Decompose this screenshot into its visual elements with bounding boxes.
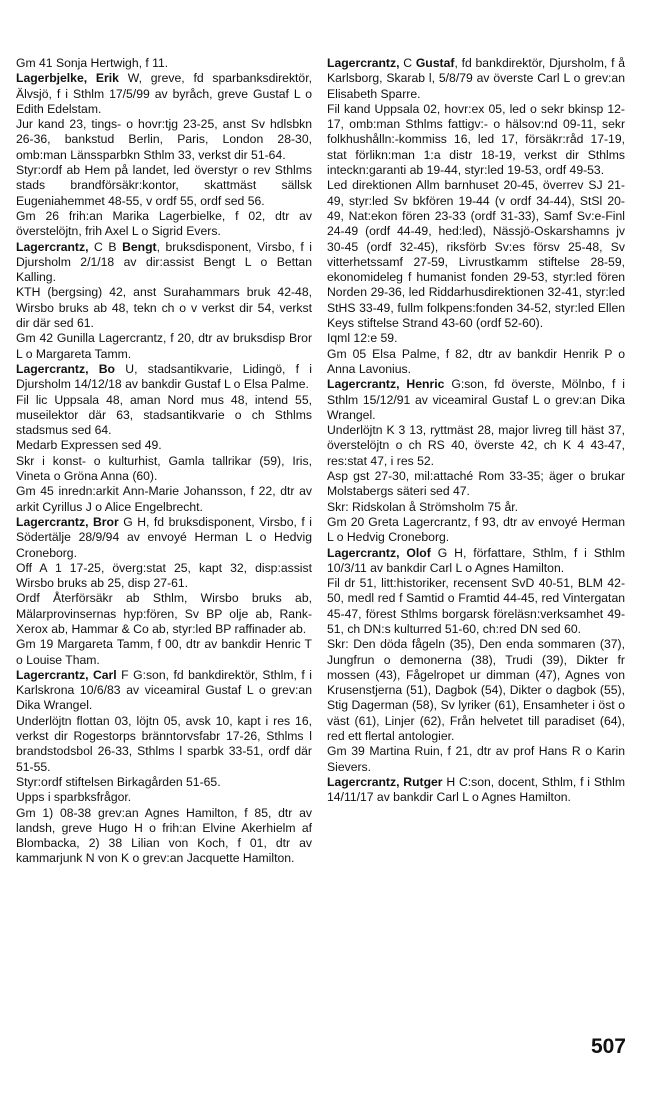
entry-line <box>16 71 312 117</box>
entry-line: Underlöjtn K 3 13, ryttmäst 28, major livreg till häst 37, överstelöjtn o ch RS 40, överste 42, ch K 4 43-47, res:stat 47, i res 52. <box>327 423 625 468</box>
entry-text: W, greve, fd sparbanksdirektör, Älvsjö, f i Sthlm 17/5/99 av byråch, greve Gustaf L o Edith Edelstam. <box>16 71 312 116</box>
entry-line: Styr:ordf stiftelsen Birkagården 51-65. <box>16 774 221 789</box>
entry-headword: Lagerbjelke, Erik <box>16 71 119 86</box>
entry-line <box>327 377 625 423</box>
entry-line: Gm 39 Martina Ruin, f 21, dtr av prof Hans R o Karin Sievers. <box>327 744 625 774</box>
entry-lagercrantz-rutger <box>327 775 625 806</box>
entry-text: G:son, fd överste, Mölnbo, f i Sthlm 15/12/91 av viceamiral Gustaf L o grev:an Dika Wrangel. <box>327 377 626 422</box>
entry-headword: Lagercrantz, Bo <box>16 361 115 376</box>
entry-text: U, stadsantikvarie, Lidingö, f i Djursholm 14/12/18 av bankdir Gustaf L o Elsa Palme. <box>16 361 312 392</box>
entry-text: F G:son, fd bankdirektör, Sthlm, f i Karlskrona 10/6/83 av viceamiral Gustaf L o grev:an Dika Wrangel. <box>16 667 312 713</box>
entry-line: Gm 19 Margareta Tamm, f 00, dtr av bankdir Henric T o Louise Tham. <box>16 637 312 667</box>
entry-headword: Lagercrantz, Henric <box>327 377 445 392</box>
entry-headword: Lagercrantz, <box>327 56 400 70</box>
entry-lagercrantz-gustaf <box>327 56 625 377</box>
entry-line <box>327 546 625 577</box>
entry-line: Iqml 12:e 59. <box>327 331 398 346</box>
right-column <box>327 56 625 806</box>
entry-line: Gm 1) 08-38 grev:an Agnes Hamilton, f 85, dtr av landsh, greve Hugo H o frih:an Elvine Akerhielm af Blombacka, 2) 38 Lilian von Koch, f 01, dtr av kammarjunk N von K o grev:an Jacquette Hamilton. <box>16 805 312 866</box>
entry-line: Fil kand Uppsala 02, hovr:ex 05, led o sekr bkinsp 12-17, omb:man Sthlms fattigv:- o hälsov:nd 09-11, sekr folkhushålln:-kommiss 16, led 17, försäkr:råd 17-19, stat förlikn:man 1:a distr 18-19, verkst dir Sthlms inteckn:garanti ab 19-44, styr:led 19-53, ordf 49-53. <box>327 101 625 178</box>
entry-call-name: Gustaf <box>415 56 455 70</box>
entry-headword: Lagercrantz, Olof <box>327 545 431 560</box>
entry-given-names: C B <box>88 239 123 254</box>
entry-line: Gm 45 inredn:arkit Ann-Marie Johansson, f 22, dtr av arkit Cyrillus J o Alice Engelbrecht. <box>16 484 312 514</box>
entry-line: Gm 20 Greta Lagercrantz, f 93, dtr av envoyé Herman L o Hedvig Croneborg. <box>327 514 625 545</box>
entry-line: Gm 05 Elsa Palme, f 82, dtr av bankdir Henrik P o Anna Lavonius. <box>327 346 625 376</box>
entry-lagercrantz-bengt <box>16 240 312 362</box>
entry-line <box>16 240 312 286</box>
entry-headword: Lagercrantz, <box>16 239 89 254</box>
entry-line: Skr i konst- o kulturhist, Gamla tallrikar (59), Iris, Vineta o Gröna Anna (60). <box>16 453 312 484</box>
entry-line: Medarb Expressen sed 49. <box>16 438 162 453</box>
entry-line: Gm 26 frih:an Marika Lagerbielke, f 02, dtr av överstelöjtn, frih Axel L o Sigrid Evers. <box>16 208 312 239</box>
entry-headword: Lagercrantz, Carl <box>16 667 117 682</box>
entry-lagercrantz-bror <box>16 515 312 668</box>
entry-lagercrantz-olof <box>327 546 625 775</box>
entry-line: Skr: Den döda fågeln (35), Den enda sommaren (37), Jungfrun o demonerna (38), Trudi (39), Dikter fr mossen (43), Fågelropet ur dimman (47), Agnes von Krusenstjerna (51), Dagbok (54), Dikter o dagbok (55), Stig Dagerman (58), Sv lyriker (61), Ensamheter i öst o väst (61), Linjer (62), Från helvetet till paradiset (64), red ett flertal antologier. <box>327 637 625 744</box>
entry-line: Off A 1 17-25, överg:stat 25, kapt 32, disp:assist Wirsbo bruks ab 25, disp 27-61. <box>16 560 312 591</box>
entry-line <box>327 56 625 102</box>
entry-text: G H, fd bruksdisponent, Virsbo, f i Södertälje 28/9/94 av envoyé Herman L o Hedvig Croneborg. <box>16 514 312 560</box>
entry-given-names: C <box>399 56 416 70</box>
entry-line: Fil lic Uppsala 48, aman Nord mus 48, intend 55, museilektor där 63, stadsantikvarie o ch Sthlms stadsmus sed 64. <box>16 392 312 438</box>
entry-call-name: Bengt <box>122 239 157 254</box>
entry-continuation <box>16 56 312 71</box>
entry-line: Gm 41 Sonja Hertwigh, f 11. <box>16 56 169 70</box>
entry-line: Led direktionen Allm barnhuset 20-45, överrev SJ 21-49, styr:led Sv bkfören 19-44 (v ordf 34-44), StSl 20-49, Nat:ekon fören 23-33 (ordf 31-33), Samf Sv:e-Finl 24-49 (ordf 44-49, hed:led), Nässjö-Oskarshamns jv 30-45 (ordf 32-45), riksförb Sv:es försv 25-48, Sv vitterhetssamf 27-59, Livrustkamm stiftelse 28-59, ekonomideleg f humanist fonden 29-53, styr:led fören Norden 29-36, led Riddarhusdirektionen 32-41, styr:led StHS 33-49, fullm folkpens:fonden 34-52, styr:led Ellen Keys stiftelse Strand 43-60 (ordf 52-60). <box>327 178 625 331</box>
entry-line: Upps i sparbksfrågor. <box>16 790 132 805</box>
entry-headword: Lagercrantz, Bror <box>16 514 119 529</box>
entry-text: H C:son, docent, Sthlm, f i Sthlm 14/11/17 av bankdir Carl L o Agnes Hamilton. <box>327 774 625 805</box>
entry-headword: Lagercrantz, Rutger <box>327 774 443 789</box>
entry-lagerbjelke-erik <box>16 71 312 239</box>
entry-text: , fd bankdirektör, Djursholm, f å Karlsborg, Skarab l, 5/8/79 av överste Carl L o grev:an Elisabeth Sparre. <box>327 56 626 101</box>
entry-line: Ordf Återförsäkr ab Sthlm, Wirsbo bruks ab, Mälarprovinsernas hyp:fören, Sv BP olje ab, Rank-Xerox ab, Hammar & Co ab, styr:led BP raffinader ab. <box>16 591 312 636</box>
entry-line: Underlöjtn flottan 03, löjtn 05, avsk 10, kapt i res 16, verkst dir Rogestorps bränntorvsfabr 17-26, Sthlms l brandstodsbol 26-33, Sthlms l sparbk 33-51, ordf där 51-55. <box>16 713 312 774</box>
entry-line: Jur kand 23, tings- o hovr:tjg 23-25, anst Sv hdlsbkn 26-36, bankstud Berlin, Paris, London 28-30, omb:man Länssparbkn Sthlm 33, verkst dir 51-64. <box>16 117 312 162</box>
entry-lagercrantz-carl <box>16 668 312 867</box>
entry-lagercrantz-bo <box>16 362 312 515</box>
entry-line <box>16 668 312 714</box>
entry-line: KTH (bergsing) 42, anst Surahammars bruk 42-48, Wirsbo bruks ab 48, tekn ch o v verkst dir 54, verkst dir där sed 61. <box>16 285 312 331</box>
entry-line <box>16 362 312 393</box>
entry-line: Skr: Ridskolan å Strömsholm 75 år. <box>327 499 519 514</box>
entry-line: Asp gst 27-30, mil:attaché Rom 33-35; äger o brukar Molstabergs säteri sed 47. <box>327 469 625 499</box>
entry-line: Styr:ordf ab Hem på landet, led överstyr o rev Sthlms stads brandförsäkr:kontor, skattmäst sällsk Eugeniahemmet 48-55, v ordf 55, ordf sed 56. <box>16 163 312 208</box>
left-column <box>16 56 312 867</box>
entry-text: G H, författare, Sthlm, f i Sthlm 10/3/11 av bankdir Carl L o Agnes Hamilton. <box>327 545 625 575</box>
entry-text: , bruksdisponent, Virsbo, f i Djursholm 2/1/18 av dir:assist Bengt L o Bettan Kalling. <box>16 239 313 285</box>
entry-line: Fil dr 51, litt:historiker, recensent SvD 40-51, BLM 42-50, medl red f Samtid o Framtid 44-45, red Vintergatan 45-47, förest Sthlms borgarsk föreläsn:verksamhet 49-51, ch DN:s kulturred 51-60, ch:red DN sed 60. <box>327 576 625 636</box>
entry-line <box>16 515 312 561</box>
page-number: 507 <box>590 1035 626 1058</box>
entry-lagercrantz-henric <box>327 377 625 545</box>
entry-line <box>327 775 625 806</box>
entry-line: Gm 42 Gunilla Lagercrantz, f 20, dtr av bruksdisp Bror L o Margareta Tamm. <box>16 331 312 361</box>
